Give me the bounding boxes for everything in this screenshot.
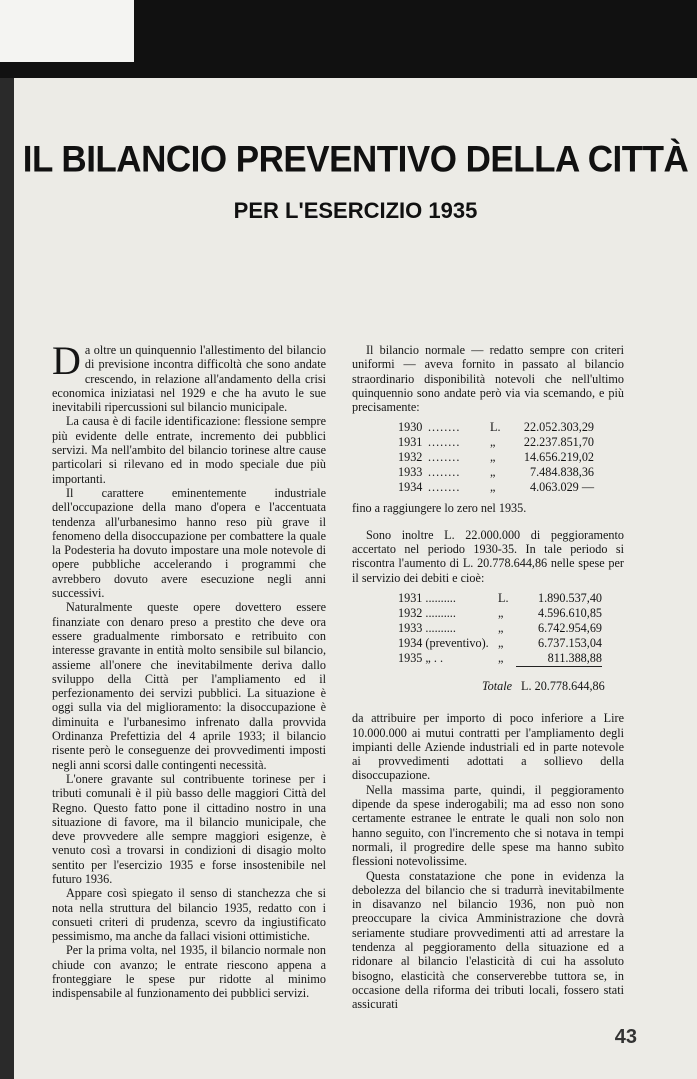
table-amount: 6.737.153,04	[538, 635, 602, 650]
table-year: 1931	[398, 435, 423, 450]
table-row	[398, 465, 594, 480]
table-currency: „	[498, 620, 504, 635]
paragraph-r2: fino a raggiungere lo zero nel 1935.	[352, 501, 527, 516]
table-currency: „	[498, 605, 504, 620]
table-amount: 811.388,88	[516, 651, 602, 667]
table-amount: 1.890.537,40	[538, 590, 602, 605]
paragraph-3: Il carattere eminentemente industriale dell'occupazione della mano d'opera e l'accentuata tendenza all'urbanesimo hanno reso più grave il fenomeno della disoccupazione per combattere la quale la Podesteria ha dovuto impostare una mole notevole di opere pubbliche accelerando i programmi che avrebbero dovuto avere esecuzione negli anni successivi.	[52, 485, 326, 601]
table-dots: ........	[428, 420, 461, 435]
table-year: 1935 „ . .	[398, 651, 444, 666]
table-year: 1933	[398, 465, 423, 480]
page-edge-shadow	[0, 78, 14, 1079]
table-row	[398, 591, 602, 606]
paragraph-1	[52, 338, 326, 415]
table-row	[398, 606, 602, 621]
table-amount: 6.742.954,69	[538, 620, 602, 635]
table-row	[398, 420, 594, 435]
paragraph-r4: da attribuire per importo di poco inferiore a Lire 10.000.000 ai mutui contratti per l'ampliamento degli impianti delle Aziende industriali ed in parte notevole ai provvedimenti adottati a sollievo della disoccupazione.	[352, 711, 624, 783]
table-row	[398, 480, 594, 495]
table-dots: ........	[428, 480, 461, 495]
paragraph-r3: Sono inoltre L. 22.000.000 di peggioramento accertato nel periodo 1930-35. In tale periodo si riscontra l'aumento di L. 20.778.644,86 nelle spese per il servizio dei debiti e cioè:	[352, 527, 624, 585]
table-year: 1930	[398, 420, 423, 435]
total-label: Totale	[481, 678, 512, 693]
paragraph-1-text: a oltre un quinquennio l'allestimento del bilancio di previsione incontra difficoltà che sono andate crescendo, in relazione all'andamento della crisi economica iniziatasi nel 1929 e che ha avuto le sue inevitabili ripercussioni sul bilancio municipale.	[52, 343, 326, 415]
paragraph-5: L'onere gravante sul contribuente torinese per i tributi comunali è il più basso delle maggiori Città del Regno. Questo fatto pone il cittadino nostro in una situazione di favore, ma il bilancio municipale, che deve provvedere alle sempre maggiori esigenze, è venuto così a trovarsi in condizioni di disagio molto sentito per l'esercizio 1935 e forse insostenibile nel futuro 1936.	[52, 771, 326, 886]
table-currency: „	[498, 651, 504, 666]
paragraph-r5: Nella massima parte, quindi, il peggioramento dipende da spese inderogabili; ma ad esso non sono certamente estranee le entrate le quali non solo non hanno seguito, con l'incremento che si notava in tempi normali, il progredire delle spese ma hanno subìto flessioni notevolissime.	[352, 782, 624, 869]
table-currency: „	[490, 450, 496, 465]
paragraph-2: La causa è di facile identificazione: flessione sempre più evidente delle entrate, incremento dei pubblici servizi. Ma nell'ambito del bilancio torinese altre cause particolari si rilevano ed in modo speciale due più importanti.	[52, 414, 326, 486]
table-row	[398, 636, 602, 651]
article-title: IL BILANCIO PREVENTIVO DELLA CITTÀ	[22, 139, 689, 180]
left-column	[52, 338, 326, 1001]
table-currency: „	[498, 635, 504, 650]
paragraph-r1: Il bilancio normale — redatto sempre con criteri uniformi — aveva fornito in passato al bilancio straordinario disponibilità notevoli che nell'ultimo quinquennio sono andate però via via scemando, e più precisamente:	[352, 343, 624, 415]
table-dots: ........	[428, 435, 461, 450]
table-currency: L.	[498, 590, 509, 605]
debt-service-table	[398, 591, 602, 667]
table-amount: 4.596.610,85	[538, 605, 602, 620]
table-currency: „	[490, 435, 496, 450]
paragraph-4: Naturalmente queste opere dovettero essere finanziate con denaro preso a prestito che deve ora essere gradualmente rimborsato e retribuito con interesse gravante in entità molto sensibile sul bilancio, assieme all'onere che inevitabilmente deriva dallo sviluppo della Città per l'ampliamento ed il perfezionamento dei servizi pubblici. La situazione è oggi sulla via del miglioramento: la disoccupazione è diminuita e l'urbanesimo infrenato dalla provvida Ordinanza Prefettizia del 4 aprile 1933; il bilancio risente però le conseguenze dei provvedimenti imposti negli anni scorsi dalle contingenti necessità.	[52, 600, 326, 772]
right-column	[352, 343, 624, 1012]
top-margin	[0, 0, 134, 62]
table-year: 1932	[398, 450, 423, 465]
paragraph-7: Per la prima volta, nel 1935, il bilancio normale non chiude con avanzo; le entrate riescono appena a fronteggiare le spese pur ridotte al minimo indispensabile al funzionamento dei pubblici servizi.	[52, 943, 326, 1001]
table-amount: 22.237.851,70	[523, 435, 594, 450]
table-currency: „	[490, 465, 496, 480]
total-currency: L.	[521, 678, 532, 693]
table-currency: L.	[490, 420, 501, 435]
table-dots: ........	[428, 450, 461, 465]
table-row	[398, 450, 594, 465]
table-year: 1934 (preventivo).	[398, 635, 489, 650]
table-amount: 4.063.029 —	[530, 480, 594, 495]
table-amount: 14.656.219,02	[523, 450, 594, 465]
table-row	[398, 621, 602, 636]
total-amount: 20.778.644,86	[534, 678, 605, 693]
table-year: 1932 ..........	[398, 605, 456, 620]
table-amount: 7.484.838,36	[530, 465, 594, 480]
surplus-table	[398, 420, 594, 495]
table-amount: 22.052.303,29	[523, 420, 594, 435]
paragraph-r6: Questa constatazione che pone in evidenza la debolezza del bilancio che si tradurrà inevitabilmente in disavanzo nel bilancio 1936, non può non preoccupare la civica Amministrazione che dovrà seriamente studiare provvedimenti atti ad arrestare la tendenza al peggioramento della situazione ed a ridonare al bilancio l'elasticità di cui ha assoluto bisogno, elasticità che conserverebbe tuttora se, in occasione della riforma dei tributi locali, fossero stati assicurati	[352, 868, 624, 1012]
table-year: 1933 ..........	[398, 620, 456, 635]
total-row	[352, 679, 624, 693]
article-subtitle: PER L'ESERCIZIO 1935	[233, 198, 478, 223]
table-year: 1931 ..........	[398, 590, 456, 605]
paragraph-6: Appare così spiegato il senso di stanchezza che si nota nella struttura del bilancio 1935, redatto con i consueti criteri di prudenza, scevro da ingiustificato pessimismo, ma anche da fallaci visioni ottimistiche.	[52, 886, 326, 944]
page-number: 43	[614, 1026, 637, 1048]
table-year: 1934	[398, 480, 423, 495]
drop-cap: D	[52, 338, 81, 383]
table-currency: „	[490, 480, 496, 495]
table-dots: ........	[428, 465, 461, 480]
table-row	[398, 651, 602, 667]
table-row	[398, 435, 594, 450]
